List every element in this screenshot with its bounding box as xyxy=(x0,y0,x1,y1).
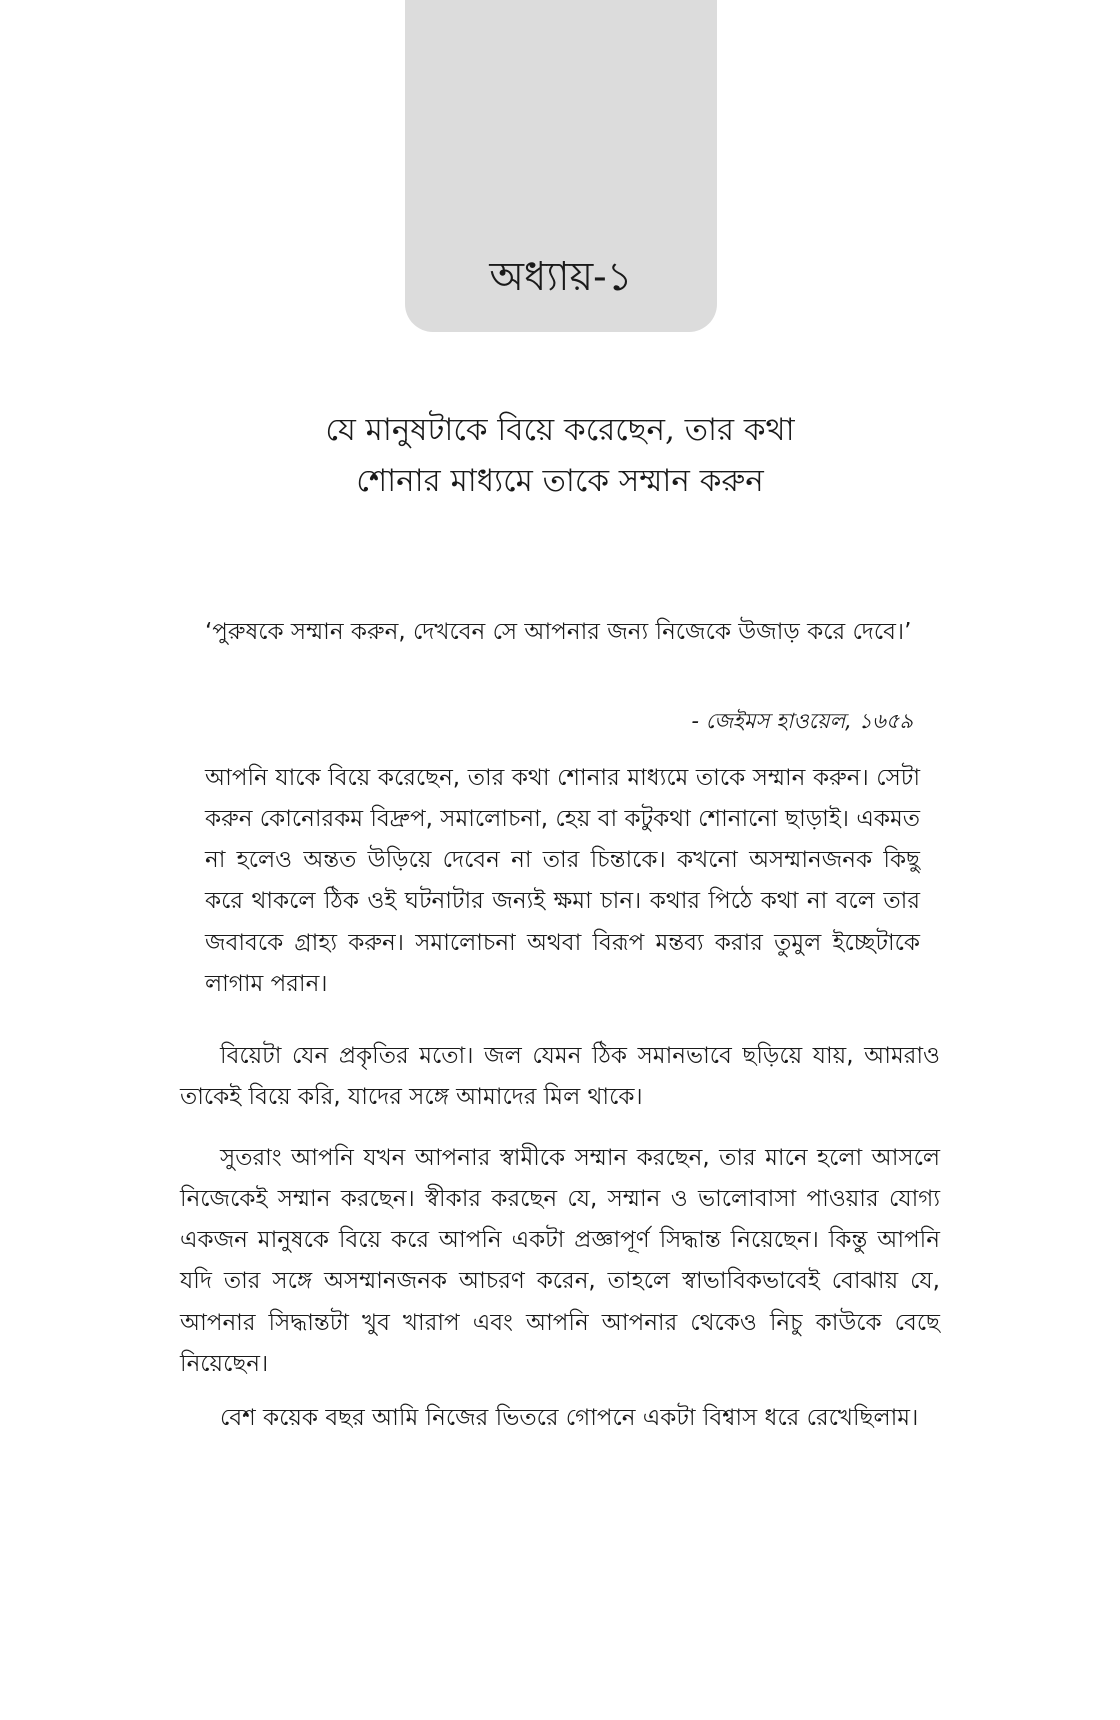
body-paragraph-2-block xyxy=(180,1036,940,1118)
chapter-label: অধ্যায়-১ xyxy=(489,254,633,300)
body-paragraph-3-block xyxy=(180,1138,940,1385)
body-paragraph-1-block xyxy=(205,758,920,1005)
chapter-title-line-1: যে মানুষটাকে বিয়ে করেছেন, তার কথা xyxy=(325,412,795,448)
epigraph-quote: ‘পুরুষকে সম্মান করুন, দেখবেন সে আপনার জন্য নিজেকে উজাড় করে দেবে।’ xyxy=(205,619,912,645)
body-paragraph: বেশ কয়েক বছর আমি নিজের ভিতরে গোপনে একটা বিশ্বাস ধরে রেখেছিলাম। xyxy=(220,1405,919,1431)
body-paragraph: সুতরাং আপনি যখন আপনার স্বামীকে সম্মান করছেন, তার মানে হলো আসলে নিজেকেই সম্মান করছেন। স্বীকার করছেন যে, সম্মান ও ভালোবাসা পাওয়ার যোগ্য একজন মানুষকে বিয়ে করে আপনি একটা প্রজ্ঞাপূর্ণ সিদ্ধান্ত নিয়েছেন। কিন্তু আপনি যদি তার সঙ্গে অসম্মানজনক আচরণ করেন, তাহলে স্বাভাবিকভাবেই বোঝায় যে, আপনার সিদ্ধান্তটা খুব খারাপ এবং আপনি আপনার থেকেও নিচু কাউকে বেছে নিয়েছেন। xyxy=(180,1145,940,1377)
body-paragraph-4-block xyxy=(180,1398,940,1439)
chapter-title xyxy=(150,405,970,507)
epigraph-attribution: - জেইমস হাওয়েল, ১৬৫৯ xyxy=(691,709,913,733)
body-paragraph: বিয়েটা যেন প্রকৃতির মতো। জল যেমন ঠিক সমানভাবে ছড়িয়ে যায়, আমরাও তাকেই বিয়ে করি, যাদের সঙ্গে আমাদের মিল থাকে। xyxy=(180,1043,940,1111)
chapter-title-line-2: শোনার মাধ্যমে তাকে সম্মান করুন xyxy=(356,463,764,500)
chapter-tab xyxy=(405,0,717,332)
body-paragraph: আপনি যাকে বিয়ে করেছেন, তার কথা শোনার মাধ্যমে তাকে সম্মান করুন। সেটা করুন কোনোরকম বিদ্রুপ, সমালোচনা, হেয় বা কটুকথা শোনানো ছাড়াই। একমত না হলেও অন্তত উড়িয়ে দেবেন না তার চিন্তাকে। কখনো অসম্মানজনক কিছু করে থাকলে ঠিক ওই ঘটনাটার জন্যই ক্ষমা চান। কথার পিঠে কথা না বলে তার জবাবকে গ্রাহ্য করুন। সমালোচনা অথবা বিরূপ মন্তব্য করার তুমুল ইচ্ছেটাকে লাগাম পরান। xyxy=(205,765,920,997)
